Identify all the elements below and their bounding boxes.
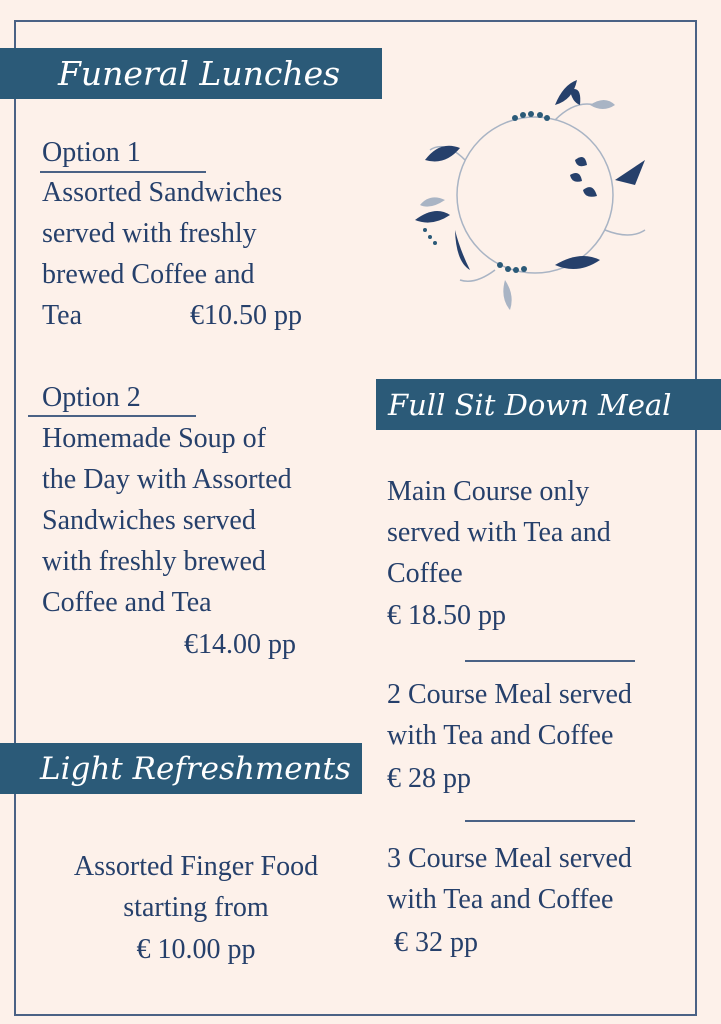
full-sit-down-meal-banner <box>376 379 721 430</box>
light-refreshments-price: € 10.00 pp <box>136 934 256 965</box>
three-course-price: € 32 pp <box>394 927 478 958</box>
main-course-line-1: Main Course only <box>387 476 590 507</box>
floral-wreath-icon <box>405 80 665 310</box>
divider-2 <box>465 820 635 822</box>
main-course-line-3: Coffee <box>387 558 463 589</box>
option2-underline <box>28 415 196 417</box>
two-course-line-1: 2 Course Meal served <box>387 679 632 710</box>
option2-line-5: Coffee and Tea <box>42 587 212 618</box>
option2-line-4: with freshly brewed <box>42 546 266 577</box>
light-refreshments-line-1: Assorted Finger Food <box>73 851 319 882</box>
full-sit-down-meal-title: Full Sit Down Meal <box>388 387 672 422</box>
option1-line-2: served with freshly <box>42 218 257 249</box>
two-course-price: € 28 pp <box>387 763 471 794</box>
light-refreshments-title: Light Refreshments <box>40 750 351 787</box>
option1-line-3: brewed Coffee and <box>42 259 255 290</box>
three-course-line-1: 3 Course Meal served <box>387 843 632 874</box>
divider-1 <box>465 660 635 662</box>
option1-line-4: Tea <box>42 300 83 331</box>
option1-price: €10.50 pp <box>190 300 302 331</box>
main-course-line-2: served with Tea and <box>387 517 611 548</box>
light-refreshments-line-2: starting from <box>123 892 269 923</box>
light-refreshments-banner <box>0 743 362 794</box>
three-course-line-2: with Tea and Coffee <box>387 884 614 915</box>
option2-line-1: Homemade Soup of <box>42 423 266 454</box>
option2-label: Option 2 <box>42 382 141 413</box>
option1-label: Option 1 <box>42 137 141 168</box>
option1-line-1: Assorted Sandwiches <box>42 177 283 208</box>
main-course-price: € 18.50 pp <box>387 600 506 631</box>
two-course-line-2: with Tea and Coffee <box>387 720 614 751</box>
funeral-lunches-banner <box>0 48 382 99</box>
option2-line-2: the Day with Assorted <box>42 464 292 495</box>
option2-line-3: Sandwiches served <box>42 505 256 536</box>
option2-price: €14.00 pp <box>184 629 296 660</box>
funeral-lunches-title: Funeral Lunches <box>58 54 341 93</box>
